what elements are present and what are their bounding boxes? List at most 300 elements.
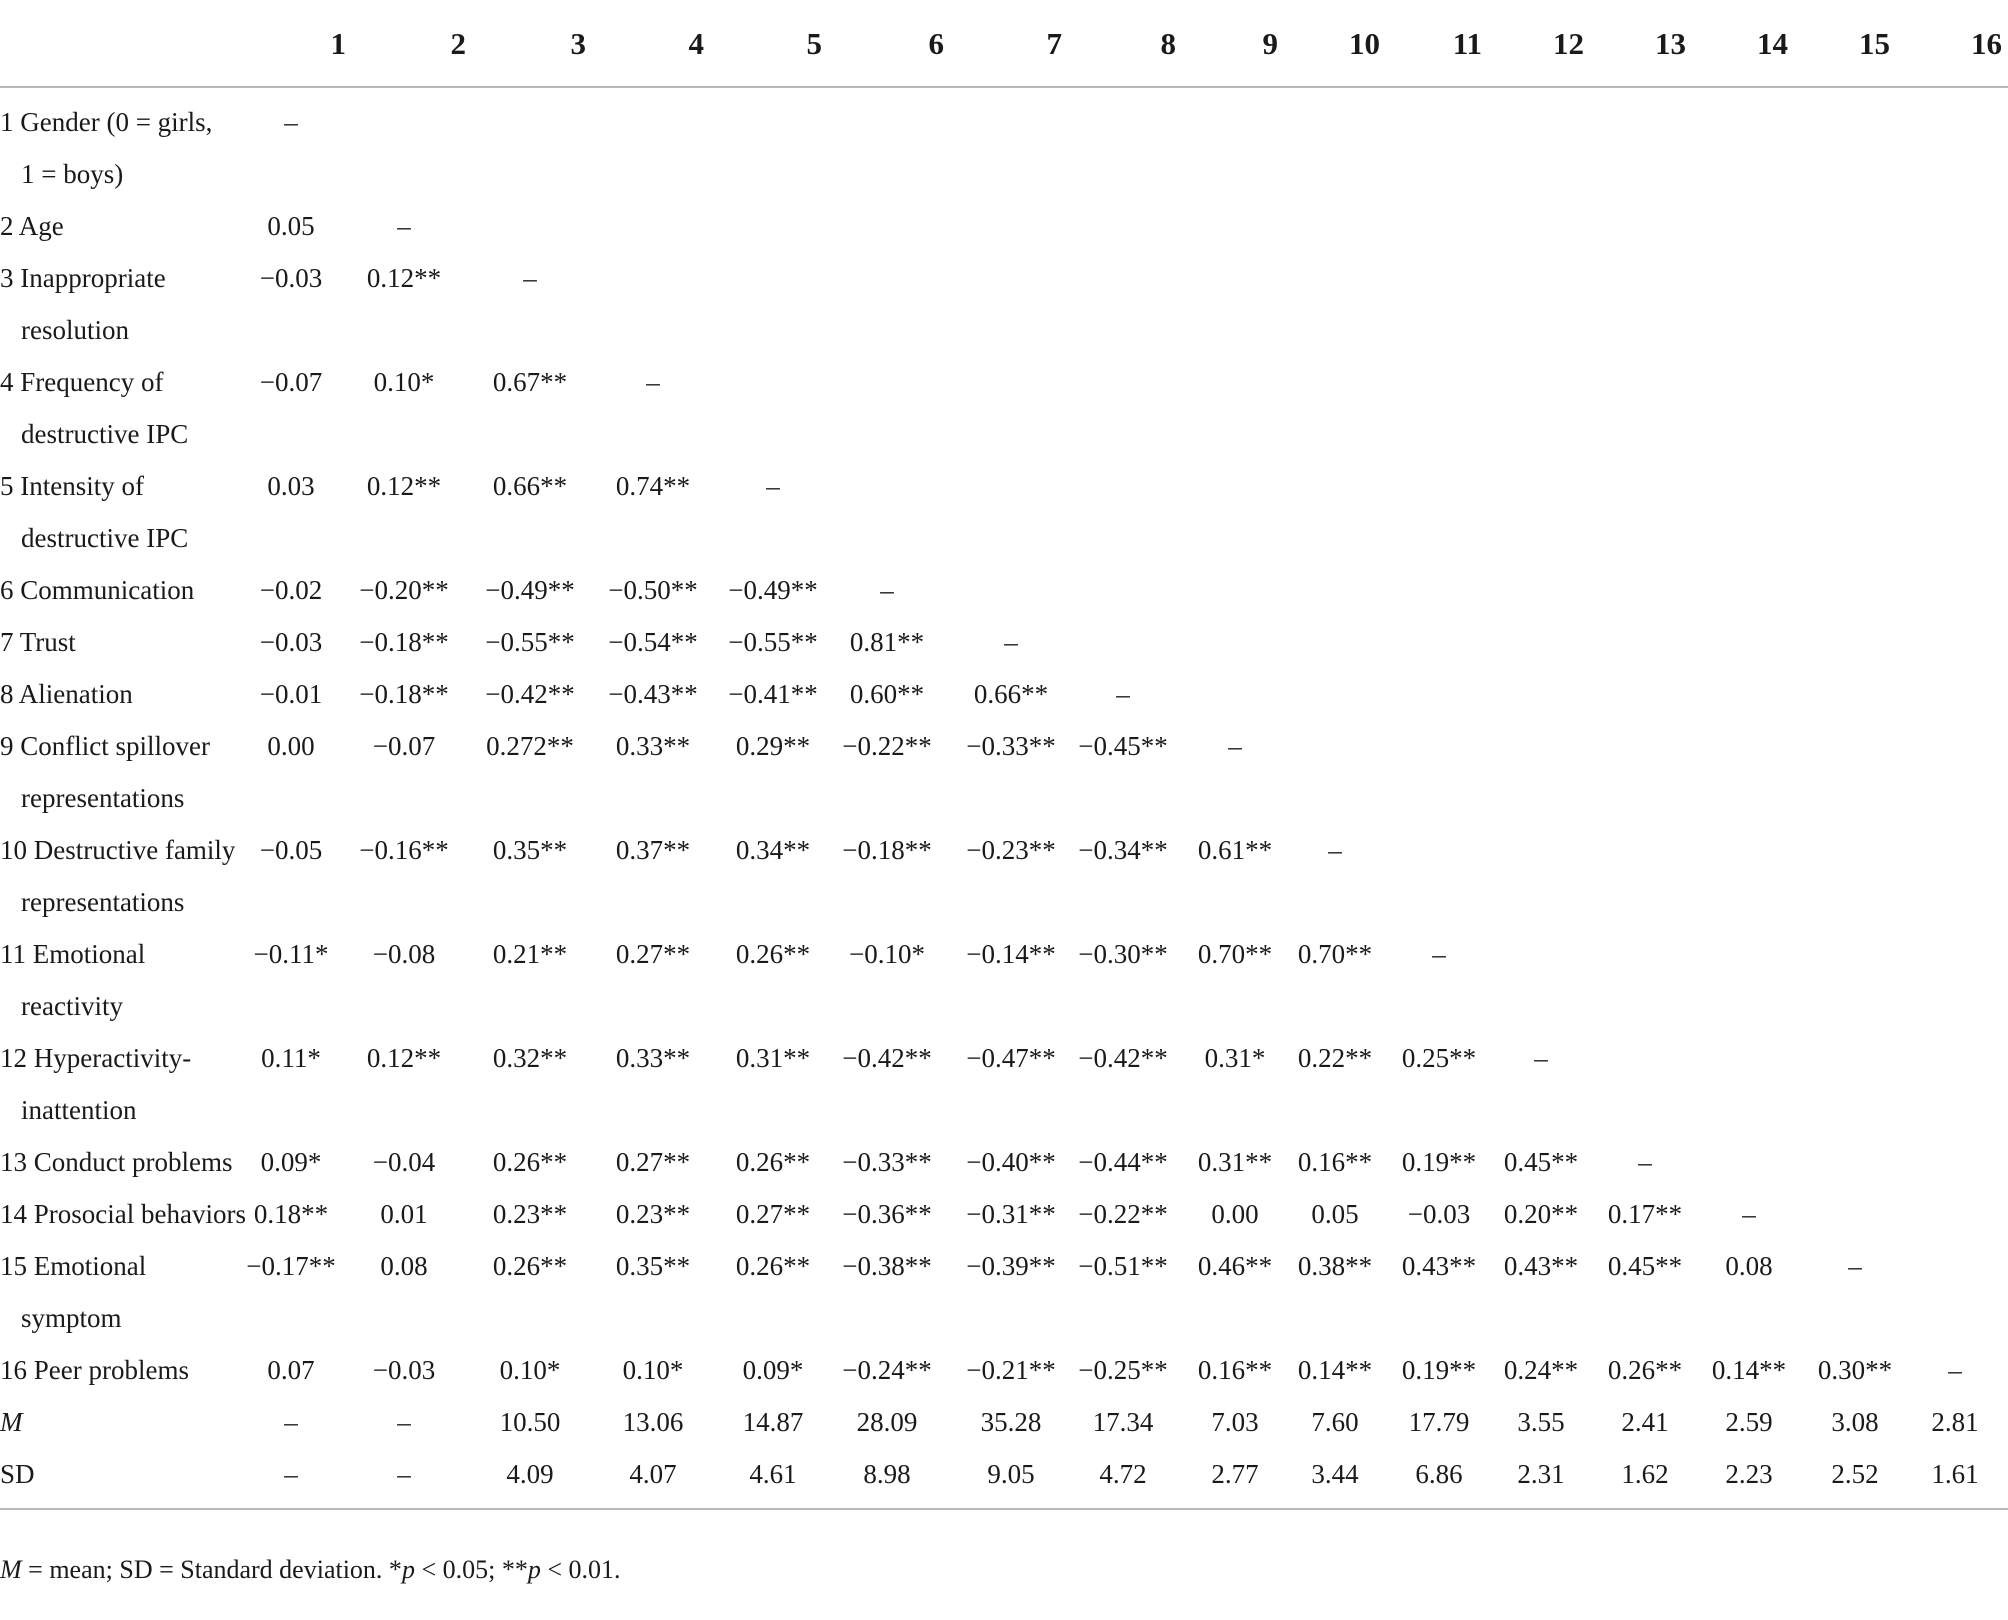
table-cell [1698, 1032, 1800, 1136]
table-cell [1804, 1188, 1906, 1240]
table-cell: 0.43** [1401, 1251, 1477, 1281]
table-cell: 2.23 [1725, 1459, 1773, 1489]
column-header: 14 [1757, 26, 1788, 61]
footnote-p2: p [527, 1555, 541, 1584]
table-cell [1698, 252, 1800, 356]
table-cell: – [1328, 835, 1342, 865]
table-cell: 0.09* [742, 1355, 804, 1385]
table-cell: −0.07 [259, 367, 323, 397]
table-cell: 17.79 [1408, 1407, 1470, 1437]
table-row [0, 88, 2008, 200]
table-cell: 0.23** [492, 1199, 568, 1229]
table-cell: 0.11* [261, 1043, 321, 1073]
table-cell: 0.08 [380, 1251, 428, 1281]
table-cell: −0.03 [372, 1355, 436, 1385]
table-cell: −0.02 [259, 575, 323, 605]
table-cell [1906, 668, 2004, 720]
table-cell: 0.81** [849, 627, 925, 657]
table-cell [1184, 564, 1286, 616]
table-cell: 0.74** [615, 471, 691, 501]
table-cell [1594, 356, 1696, 460]
column-header: 3 [570, 26, 586, 61]
table-row [0, 200, 2008, 252]
table-row [0, 928, 2008, 1032]
table-cell: – [397, 1459, 411, 1489]
table-cell [1594, 928, 1696, 1032]
table-cell: 0.26** [492, 1251, 568, 1281]
table-cell [344, 88, 464, 200]
table-cell: −0.42** [842, 1043, 932, 1073]
table-cell: 14.87 [742, 1407, 804, 1437]
table-cell: −0.01 [259, 679, 323, 709]
table-cell: – [1848, 1251, 1862, 1281]
table-cell: 0.35** [492, 835, 568, 865]
table-cell: −0.18** [842, 835, 932, 865]
table-cell [1388, 356, 1490, 460]
table-cell [1284, 564, 1386, 616]
table-cell [714, 356, 832, 460]
table-cell [1698, 824, 1800, 928]
table-cell [594, 200, 712, 252]
table-cell [1388, 668, 1490, 720]
table-cell [1490, 720, 1592, 824]
table-cell [1594, 460, 1696, 564]
table-cell [1906, 88, 2004, 200]
table-cell: −0.24** [842, 1355, 932, 1385]
table-cell: 3.44 [1311, 1459, 1359, 1489]
table-cell [1066, 616, 1180, 668]
table-cell [1698, 616, 1800, 668]
table-cell: −0.42** [485, 679, 575, 709]
header-row [0, 0, 2008, 88]
table-cell [1804, 616, 1906, 668]
table-cell: – [1638, 1147, 1652, 1177]
table-cell: 0.12** [366, 1043, 442, 1073]
table-cell [1594, 564, 1696, 616]
table-cell: 0.29** [735, 731, 811, 761]
table-cell: – [1116, 679, 1130, 709]
table-cell [1804, 564, 1906, 616]
footnote-t1: < 0.05; ** [414, 1555, 528, 1584]
table-cell: −0.03 [259, 627, 323, 657]
table-cell: – [523, 263, 537, 293]
table-cell: −0.42** [1078, 1043, 1168, 1073]
column-header: 12 [1553, 26, 1584, 61]
table-cell: 0.27** [615, 939, 691, 969]
table-cell [1698, 668, 1800, 720]
table-cell: 0.03 [267, 471, 315, 501]
table-cell: −0.55** [728, 627, 818, 657]
row-label-continuation: representations [21, 783, 185, 813]
row-label [0, 88, 256, 200]
table-cell [1804, 824, 1906, 928]
table-row [0, 1396, 2008, 1448]
table-cell: −0.03 [1407, 1199, 1471, 1229]
table-cell: – [1004, 627, 1018, 657]
table-cell: −0.14** [966, 939, 1056, 969]
table-cell: −0.16** [359, 835, 449, 865]
column-header: 8 [1160, 26, 1176, 61]
table-cell: 0.43** [1503, 1251, 1579, 1281]
table-cell: 0.61** [1197, 835, 1273, 865]
table-footnote [0, 1555, 621, 1585]
footnote-p1: p [401, 1555, 415, 1584]
table-row [0, 1240, 2008, 1344]
row-label-line: 5 Intensity of [0, 471, 144, 501]
table-cell: 0.67** [492, 367, 568, 397]
table-cell: 0.272** [486, 731, 574, 761]
table-cell: – [646, 367, 660, 397]
table-cell: 1.61 [1931, 1459, 1979, 1489]
row-label [0, 1136, 256, 1188]
table-cell [714, 88, 832, 200]
column-header: 4 [688, 26, 704, 61]
row-label-continuation: representations [21, 887, 185, 917]
table-cell [826, 356, 948, 460]
header-corner [0, 0, 256, 88]
table-cell [1906, 200, 2004, 252]
table-cell [470, 200, 590, 252]
table-row [0, 1344, 2008, 1396]
table-cell: 0.30** [1817, 1355, 1893, 1385]
table-cell: 0.14** [1711, 1355, 1787, 1385]
table-body [0, 88, 2008, 1500]
table-cell: 0.26** [735, 1251, 811, 1281]
table-cell [1594, 720, 1696, 824]
table-cell: −0.33** [966, 731, 1056, 761]
table-cell [1906, 252, 2004, 356]
row-label-continuation: inattention [21, 1095, 137, 1125]
table-cell: −0.55** [485, 627, 575, 657]
table-cell [1804, 928, 1906, 1032]
table-cell: 6.86 [1415, 1459, 1463, 1489]
table-cell: 0.10* [499, 1355, 561, 1385]
table-cell [1184, 616, 1286, 668]
table-cell [1804, 252, 1906, 356]
table-cell [1284, 88, 1386, 200]
table-cell: −0.47** [966, 1043, 1056, 1073]
table-cell [1594, 616, 1696, 668]
table-cell: −0.22** [1078, 1199, 1168, 1229]
table-cell [1906, 1136, 2004, 1188]
table-row [0, 668, 2008, 720]
table-cell [714, 252, 832, 356]
column-header: 9 [1262, 26, 1278, 61]
table-cell [952, 356, 1070, 460]
row-label [0, 200, 256, 252]
table-cell: −0.41** [728, 679, 818, 709]
table-cell: 13.06 [622, 1407, 684, 1437]
table-cell: 7.60 [1311, 1407, 1359, 1437]
table-cell [1184, 356, 1286, 460]
table-cell [714, 200, 832, 252]
row-label [0, 1240, 256, 1344]
table-cell [1284, 200, 1386, 252]
table-cell [1594, 252, 1696, 356]
table-cell: – [284, 1459, 298, 1489]
table-cell [1388, 824, 1490, 928]
table-cell: −0.03 [259, 263, 323, 293]
table-cell: 0.31** [1197, 1147, 1273, 1177]
table-cell: 0.24** [1503, 1355, 1579, 1385]
row-label-line: 11 Emotional [0, 939, 146, 969]
table-cell: 0.16** [1197, 1355, 1273, 1385]
table-cell [1490, 564, 1592, 616]
table-cell [1284, 460, 1386, 564]
table-cell: −0.36** [842, 1199, 932, 1229]
table-row [0, 356, 2008, 460]
table-cell [1388, 252, 1490, 356]
row-label-continuation: symptom [21, 1303, 122, 1333]
table-cell [470, 88, 590, 200]
row-label-line: 6 Communication [0, 575, 195, 605]
table-cell: −0.22** [842, 731, 932, 761]
table-cell: 0.00 [267, 731, 315, 761]
row-label [0, 564, 256, 616]
table-row [0, 1448, 2008, 1500]
row-label-line: 14 Prosocial behaviors [0, 1199, 246, 1229]
table-cell [1804, 460, 1906, 564]
row-label [0, 1344, 256, 1396]
table-cell: −0.04 [372, 1147, 436, 1177]
table-cell: 0.05 [1311, 1199, 1359, 1229]
table-cell [1698, 928, 1800, 1032]
table-cell [1906, 1188, 2004, 1240]
table-cell: 0.17** [1607, 1199, 1683, 1229]
table-cell: 0.60** [849, 679, 925, 709]
table-cell [1388, 564, 1490, 616]
table-cell: 0.14** [1297, 1355, 1373, 1385]
table-cell: −0.18** [359, 627, 449, 657]
table-cell: – [766, 471, 780, 501]
row-label [0, 460, 256, 564]
table-cell: 17.34 [1092, 1407, 1154, 1437]
column-header: 15 [1859, 26, 1890, 61]
row-label [0, 824, 256, 928]
table-cell: 4.09 [506, 1459, 554, 1489]
row-label-line: 7 Trust [0, 627, 76, 657]
table-cell [1284, 668, 1386, 720]
table-row [0, 824, 2008, 928]
table-cell [952, 200, 1070, 252]
table-cell [1284, 720, 1386, 824]
table-cell [1698, 356, 1800, 460]
table-cell: 0.45** [1503, 1147, 1579, 1177]
header-rule [0, 86, 2008, 88]
table-cell [1284, 252, 1386, 356]
table-cell: −0.39** [966, 1251, 1056, 1281]
table-row [0, 720, 2008, 824]
table-cell: 0.12** [366, 471, 442, 501]
table-cell: 0.66** [973, 679, 1049, 709]
row-label-line: 16 Peer problems [0, 1355, 189, 1385]
table-cell [1184, 252, 1286, 356]
footnote-t2: < 0.01. [540, 1555, 621, 1584]
bottom-rule [0, 1508, 2008, 1510]
table-cell: 0.08 [1725, 1251, 1773, 1281]
table-cell: 0.01 [380, 1199, 428, 1229]
row-label-line: 15 Emotional [0, 1251, 147, 1281]
row-label [0, 1188, 256, 1240]
table-cell: −0.08 [372, 939, 436, 969]
table-cell: 4.61 [749, 1459, 797, 1489]
table-cell: 0.35** [615, 1251, 691, 1281]
table-cell [1804, 200, 1906, 252]
table-cell: 0.23** [615, 1199, 691, 1229]
table-cell: 0.27** [735, 1199, 811, 1229]
table-cell: 3.08 [1831, 1407, 1879, 1437]
table-cell: 35.28 [980, 1407, 1042, 1437]
column-header: 6 [928, 26, 944, 61]
table-cell [826, 200, 948, 252]
table-cell: 0.12** [366, 263, 442, 293]
table-cell [1388, 460, 1490, 564]
table-cell: 1.62 [1621, 1459, 1669, 1489]
table-cell: −0.30** [1078, 939, 1168, 969]
table-cell [952, 564, 1070, 616]
table-cell: – [1228, 731, 1242, 761]
row-label-continuation: reactivity [21, 991, 123, 1021]
table-cell: 0.20** [1503, 1199, 1579, 1229]
table-cell: −0.23** [966, 835, 1056, 865]
table-cell [1066, 252, 1180, 356]
table-cell: 0.09* [260, 1147, 322, 1177]
table-cell [826, 88, 948, 200]
column-header: 11 [1452, 26, 1482, 61]
row-label-line: 8 Alienation [0, 679, 133, 709]
table-cell: 0.07 [267, 1355, 315, 1385]
table-cell [1906, 460, 2004, 564]
table-cell: −0.25** [1078, 1355, 1168, 1385]
table-cell: 0.46** [1197, 1251, 1273, 1281]
table-cell: −0.05 [259, 835, 323, 865]
row-label-line: 2 Age [0, 211, 64, 241]
table-cell: – [1742, 1199, 1756, 1229]
table-cell: 0.19** [1401, 1147, 1477, 1177]
table-cell [1804, 720, 1906, 824]
table-cell: 0.26** [735, 939, 811, 969]
table-cell: 0.22** [1297, 1043, 1373, 1073]
row-label-line: 12 Hyperactivity- [0, 1043, 192, 1073]
table-cell: 0.26** [1607, 1355, 1683, 1385]
table-cell: – [1948, 1355, 1962, 1385]
table-cell [1388, 88, 1490, 200]
table-cell [952, 88, 1070, 200]
table-cell: – [1432, 939, 1446, 969]
table-cell: 0.27** [615, 1147, 691, 1177]
table-cell: 8.98 [863, 1459, 911, 1489]
table-cell [1906, 616, 2004, 668]
table-cell [1594, 88, 1696, 200]
table-cell: 0.26** [735, 1147, 811, 1177]
table-cell [1594, 824, 1696, 928]
table-cell [1066, 356, 1180, 460]
row-label [0, 1448, 256, 1500]
table-cell [1388, 616, 1490, 668]
table-cell: 0.05 [267, 211, 315, 241]
table-row [0, 1188, 2008, 1240]
row-label-line: 13 Conduct problems [0, 1147, 233, 1177]
table-cell [1906, 824, 2004, 928]
row-label [0, 720, 256, 824]
table-cell: 0.10* [622, 1355, 684, 1385]
table-cell: 2.41 [1621, 1407, 1669, 1437]
table-cell: 10.50 [499, 1407, 561, 1437]
table-cell: 4.07 [629, 1459, 677, 1489]
table-cell [1698, 720, 1800, 824]
table-cell [1284, 616, 1386, 668]
table-cell: 0.16** [1297, 1147, 1373, 1177]
table-row [0, 1032, 2008, 1136]
table-cell [1906, 1032, 2004, 1136]
table-cell: −0.45** [1078, 731, 1168, 761]
table-cell [1698, 1136, 1800, 1188]
column-header: 2 [450, 26, 466, 61]
column-header: 10 [1349, 26, 1380, 61]
table-cell [1804, 1136, 1906, 1188]
table-cell: −0.20** [359, 575, 449, 605]
table-cell [1066, 564, 1180, 616]
column-header: 7 [1046, 26, 1062, 61]
table-cell: −0.34** [1078, 835, 1168, 865]
row-label-line: M [0, 1407, 23, 1437]
row-label [0, 928, 256, 1032]
table-cell [1906, 720, 2004, 824]
table-cell [1594, 200, 1696, 252]
table-cell: 2.81 [1931, 1407, 1979, 1437]
table-cell: −0.40** [966, 1147, 1056, 1177]
table-cell: 0.33** [615, 1043, 691, 1073]
table-cell [1906, 356, 2004, 460]
row-label [0, 1396, 256, 1448]
table-cell [826, 460, 948, 564]
table-cell [1066, 200, 1180, 252]
table-cell: 0.38** [1297, 1251, 1373, 1281]
column-header: 16 [1971, 26, 2002, 61]
table-cell: 7.03 [1211, 1407, 1259, 1437]
table-cell: 2.77 [1211, 1459, 1259, 1489]
table-cell [1698, 564, 1800, 616]
table-cell [1490, 200, 1592, 252]
table-cell: 0.10* [373, 367, 435, 397]
table-cell: −0.18** [359, 679, 449, 709]
row-label-continuation: destructive IPC [21, 523, 189, 553]
table-cell: −0.17** [246, 1251, 336, 1281]
table-cell [1906, 564, 2004, 616]
table-cell: – [284, 107, 298, 137]
table-cell [1804, 356, 1906, 460]
table-row [0, 1136, 2008, 1188]
table-cell: 0.18** [253, 1199, 329, 1229]
table-cell [952, 460, 1070, 564]
row-label [0, 252, 256, 356]
row-label-line: SD [0, 1459, 35, 1489]
table-cell: 0.31** [735, 1043, 811, 1073]
table-cell: −0.51** [1078, 1251, 1168, 1281]
table-cell: 2.59 [1725, 1407, 1773, 1437]
table-cell [1066, 460, 1180, 564]
column-header: 5 [806, 26, 822, 61]
table-cell [1184, 460, 1286, 564]
table-cell [1698, 88, 1800, 200]
row-label [0, 356, 256, 460]
table-cell: −0.11* [253, 939, 329, 969]
table-cell [594, 88, 712, 200]
row-label-line: 9 Conflict spillover [0, 731, 210, 761]
table-cell: 0.45** [1607, 1251, 1683, 1281]
row-label-line: 4 Frequency of [0, 367, 164, 397]
table-cell: −0.33** [842, 1147, 932, 1177]
